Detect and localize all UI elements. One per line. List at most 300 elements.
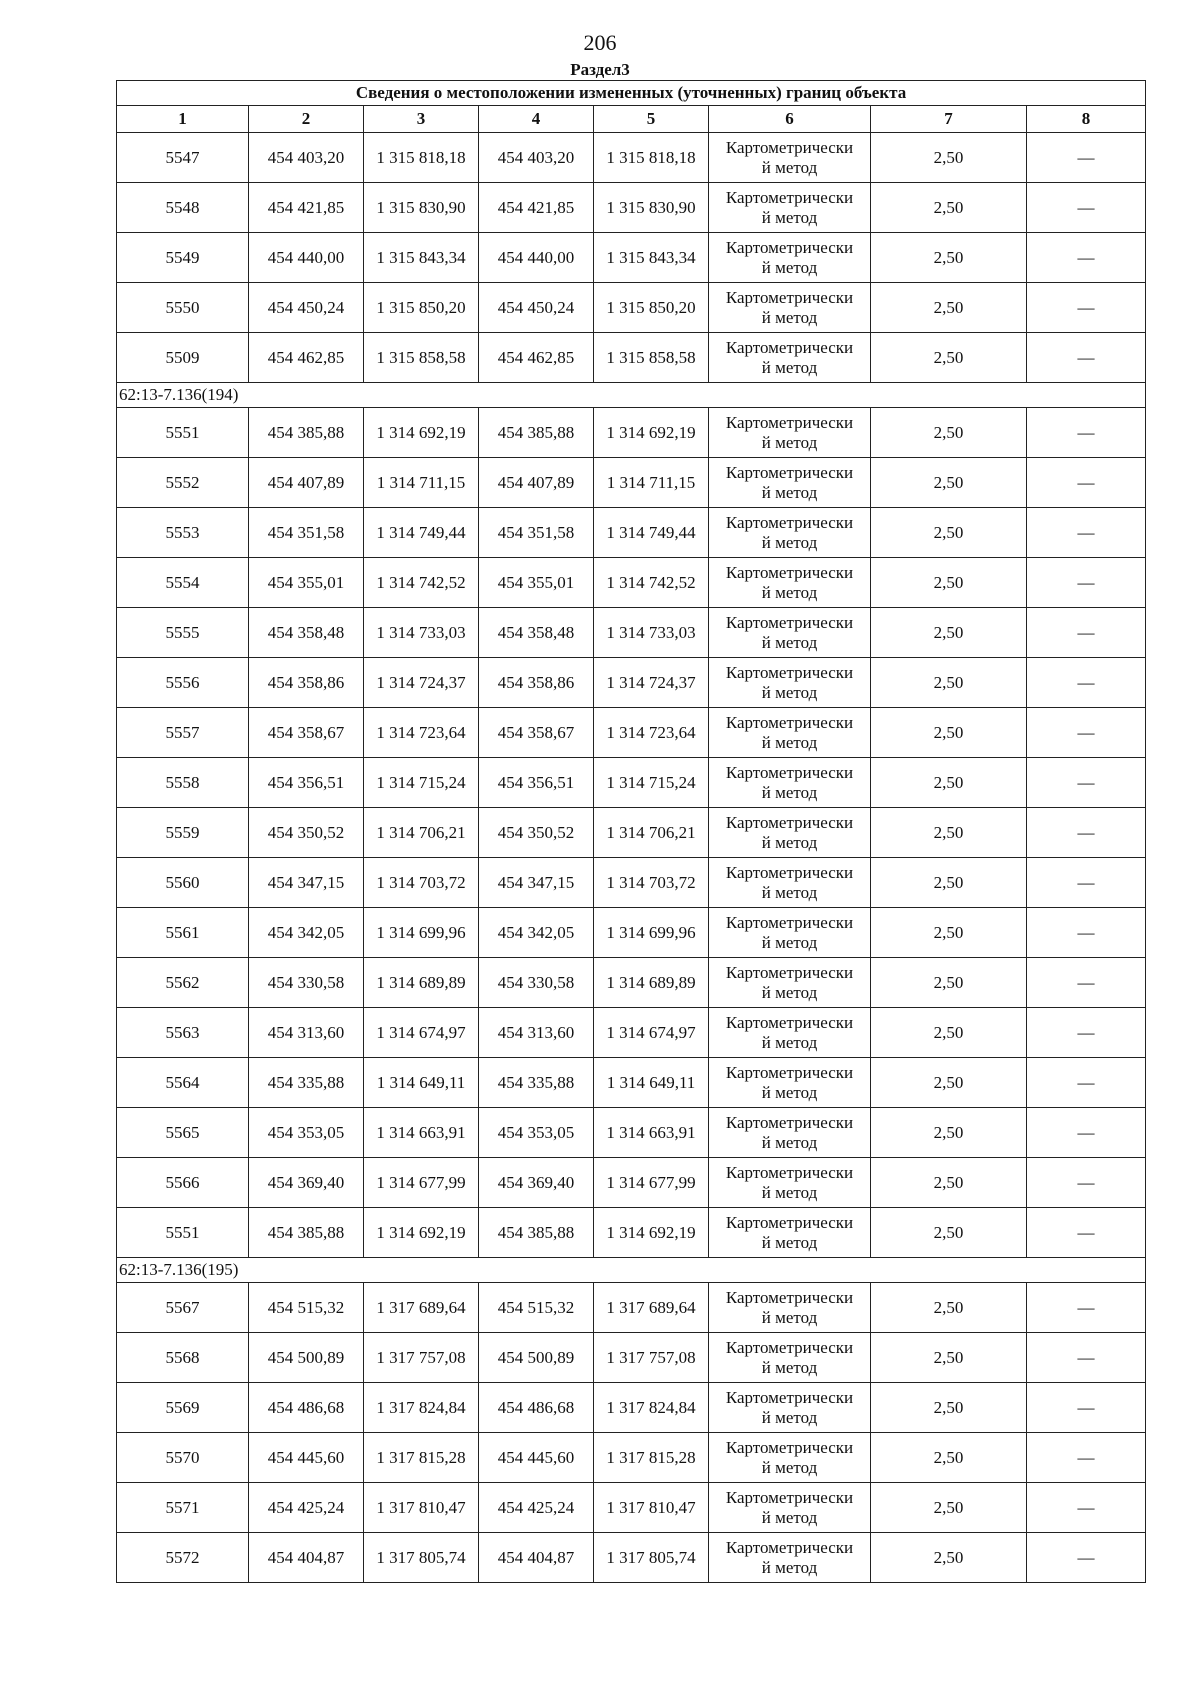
table-row	[117, 458, 1146, 508]
method-text-line2: й метод	[761, 632, 818, 652]
method-text-line2: й метод	[761, 207, 818, 227]
x-new: 454 407,89	[479, 458, 594, 508]
description: —	[1027, 608, 1146, 658]
method-text-line1: Картометрически	[725, 562, 854, 582]
table-row	[117, 708, 1146, 758]
method-text-line1: Картометрически	[725, 912, 854, 932]
y-new: 1 317 689,64	[594, 1283, 709, 1333]
x-old: 454 342,05	[249, 908, 364, 958]
x-new: 454 313,60	[479, 1008, 594, 1058]
x-new: 454 421,85	[479, 183, 594, 233]
y-new: 1 314 724,37	[594, 658, 709, 708]
y-new: 1 314 692,19	[594, 1208, 709, 1258]
point-number: 5567	[117, 1283, 249, 1333]
method-text-line1: Картометрически	[725, 1487, 854, 1507]
description: —	[1027, 708, 1146, 758]
y-new: 1 315 818,18	[594, 133, 709, 183]
method-text-line1: Картометрически	[725, 612, 854, 632]
table-row	[117, 658, 1146, 708]
y-old: 1 317 815,28	[364, 1433, 479, 1483]
point-number: 5565	[117, 1108, 249, 1158]
method-text-line1: Картометрически	[725, 1162, 854, 1182]
method-text-line1: Картометрически	[725, 287, 854, 307]
point-number: 5561	[117, 908, 249, 958]
precision: 2,50	[871, 1208, 1027, 1258]
y-old: 1 314 677,99	[364, 1158, 479, 1208]
description: —	[1027, 1008, 1146, 1058]
x-old: 454 347,15	[249, 858, 364, 908]
precision: 2,50	[871, 1383, 1027, 1433]
method-cell	[709, 1208, 871, 1258]
method-text-line2: й метод	[761, 932, 818, 952]
precision: 2,50	[871, 408, 1027, 458]
precision: 2,50	[871, 1533, 1027, 1583]
table-row	[117, 1533, 1146, 1583]
precision: 2,50	[871, 133, 1027, 183]
x-new: 454 385,88	[479, 1208, 594, 1258]
precision: 2,50	[871, 233, 1027, 283]
description: —	[1027, 233, 1146, 283]
table-row	[117, 1208, 1146, 1258]
method-cell	[709, 1533, 871, 1583]
column-number: 3	[364, 106, 479, 133]
table-row	[117, 1383, 1146, 1433]
column-number: 6	[709, 106, 871, 133]
description: —	[1027, 1058, 1146, 1108]
table-row	[117, 608, 1146, 658]
precision: 2,50	[871, 183, 1027, 233]
precision: 2,50	[871, 758, 1027, 808]
y-new: 1 314 715,24	[594, 758, 709, 808]
method-cell	[709, 1108, 871, 1158]
method-text-line1: Картометрически	[725, 1337, 854, 1357]
x-new: 454 342,05	[479, 908, 594, 958]
column-number: 7	[871, 106, 1027, 133]
x-old: 454 404,87	[249, 1533, 364, 1583]
description: —	[1027, 1108, 1146, 1158]
x-old: 454 351,58	[249, 508, 364, 558]
method-text-line2: й метод	[761, 832, 818, 852]
x-new: 454 425,24	[479, 1483, 594, 1533]
point-number: 5547	[117, 133, 249, 183]
method-text-line1: Картометрически	[725, 1212, 854, 1232]
precision: 2,50	[871, 1283, 1027, 1333]
precision: 2,50	[871, 1433, 1027, 1483]
y-old: 1 314 674,97	[364, 1008, 479, 1058]
method-cell	[709, 1008, 871, 1058]
x-old: 454 385,88	[249, 1208, 364, 1258]
y-new: 1 314 749,44	[594, 508, 709, 558]
y-old: 1 317 757,08	[364, 1333, 479, 1383]
description: —	[1027, 1383, 1146, 1433]
y-old: 1 317 810,47	[364, 1483, 479, 1533]
x-new: 454 358,48	[479, 608, 594, 658]
column-number: 2	[249, 106, 364, 133]
y-old: 1 314 649,11	[364, 1058, 479, 1108]
point-number: 5553	[117, 508, 249, 558]
description: —	[1027, 1533, 1146, 1583]
x-new: 454 404,87	[479, 1533, 594, 1583]
column-number: 1	[117, 106, 249, 133]
method-text-line1: Картометрически	[725, 862, 854, 882]
method-text-line2: й метод	[761, 882, 818, 902]
table-row	[117, 558, 1146, 608]
table-row	[117, 1433, 1146, 1483]
x-old: 454 462,85	[249, 333, 364, 383]
method-cell	[709, 283, 871, 333]
y-new: 1 314 649,11	[594, 1058, 709, 1108]
point-number: 5550	[117, 283, 249, 333]
method-text-line2: й метод	[761, 307, 818, 327]
description: —	[1027, 1208, 1146, 1258]
y-old: 1 315 843,34	[364, 233, 479, 283]
table-caption: Сведения о местоположении измененных (уточненных) границ объекта	[117, 81, 1146, 106]
x-old: 454 407,89	[249, 458, 364, 508]
x-new: 454 385,88	[479, 408, 594, 458]
x-old: 454 313,60	[249, 1008, 364, 1058]
method-text-line2: й метод	[761, 682, 818, 702]
x-new: 454 355,01	[479, 558, 594, 608]
section-title: Раздел3	[570, 60, 630, 79]
method-text-line2: й метод	[761, 257, 818, 277]
method-text-line2: й метод	[761, 1457, 818, 1477]
method-text-line1: Картометрически	[725, 412, 854, 432]
precision: 2,50	[871, 458, 1027, 508]
x-new: 454 403,20	[479, 133, 594, 183]
column-number: 8	[1027, 106, 1146, 133]
method-cell	[709, 1383, 871, 1433]
x-old: 454 440,00	[249, 233, 364, 283]
y-new: 1 314 742,52	[594, 558, 709, 608]
method-cell	[709, 708, 871, 758]
table-row	[117, 1008, 1146, 1058]
x-old: 454 445,60	[249, 1433, 364, 1483]
point-number: 5509	[117, 333, 249, 383]
method-text-line2: й метод	[761, 1557, 818, 1577]
method-text-line2: й метод	[761, 1182, 818, 1202]
y-old: 1 314 733,03	[364, 608, 479, 658]
y-new: 1 314 663,91	[594, 1108, 709, 1158]
method-cell	[709, 858, 871, 908]
column-number-row	[117, 106, 1146, 133]
x-new: 454 369,40	[479, 1158, 594, 1208]
point-number: 5560	[117, 858, 249, 908]
method-text-line1: Картометрически	[725, 962, 854, 982]
precision: 2,50	[871, 1008, 1027, 1058]
y-old: 1 314 715,24	[364, 758, 479, 808]
x-old: 454 358,48	[249, 608, 364, 658]
method-text-line1: Картометрически	[725, 812, 854, 832]
description: —	[1027, 458, 1146, 508]
point-number: 5552	[117, 458, 249, 508]
x-old: 454 355,01	[249, 558, 364, 608]
method-text-line1: Картометрически	[725, 1387, 854, 1407]
y-new: 1 314 703,72	[594, 858, 709, 908]
precision: 2,50	[871, 1158, 1027, 1208]
method-cell	[709, 608, 871, 658]
x-old: 454 486,68	[249, 1383, 364, 1433]
method-cell	[709, 408, 871, 458]
description: —	[1027, 333, 1146, 383]
description: —	[1027, 1283, 1146, 1333]
y-new: 1 315 850,20	[594, 283, 709, 333]
table-row	[117, 183, 1146, 233]
method-cell	[709, 1433, 871, 1483]
description: —	[1027, 858, 1146, 908]
method-cell	[709, 333, 871, 383]
table-row	[117, 1283, 1146, 1333]
description: —	[1027, 283, 1146, 333]
x-old: 454 358,86	[249, 658, 364, 708]
method-text-line2: й метод	[761, 1132, 818, 1152]
x-new: 454 462,85	[479, 333, 594, 383]
method-text-line2: й метод	[761, 357, 818, 377]
x-old: 454 369,40	[249, 1158, 364, 1208]
table-row	[117, 233, 1146, 283]
description: —	[1027, 1483, 1146, 1533]
description: —	[1027, 1158, 1146, 1208]
y-old: 1 315 850,20	[364, 283, 479, 333]
method-cell	[709, 1283, 871, 1333]
precision: 2,50	[871, 908, 1027, 958]
method-text-line1: Картометрически	[725, 762, 854, 782]
x-old: 454 356,51	[249, 758, 364, 808]
x-old: 454 515,32	[249, 1283, 364, 1333]
point-number: 5563	[117, 1008, 249, 1058]
precision: 2,50	[871, 1058, 1027, 1108]
method-text-line2: й метод	[761, 1307, 818, 1327]
page-number: 206	[583, 30, 617, 55]
precision: 2,50	[871, 1483, 1027, 1533]
y-old: 1 314 724,37	[364, 658, 479, 708]
y-old: 1 314 711,15	[364, 458, 479, 508]
table-row	[117, 1158, 1146, 1208]
x-old: 454 385,88	[249, 408, 364, 458]
x-old: 454 450,24	[249, 283, 364, 333]
precision: 2,50	[871, 333, 1027, 383]
point-number: 5569	[117, 1383, 249, 1433]
point-number: 5555	[117, 608, 249, 658]
table-row	[117, 1058, 1146, 1108]
y-new: 1 317 805,74	[594, 1533, 709, 1583]
method-cell	[709, 233, 871, 283]
table-row	[117, 1108, 1146, 1158]
table-row	[117, 1483, 1146, 1533]
method-cell	[709, 458, 871, 508]
x-old: 454 335,88	[249, 1058, 364, 1108]
table-row	[117, 333, 1146, 383]
description: —	[1027, 1433, 1146, 1483]
y-new: 1 317 815,28	[594, 1433, 709, 1483]
x-new: 454 486,68	[479, 1383, 594, 1433]
y-old: 1 314 699,96	[364, 908, 479, 958]
point-number: 5551	[117, 408, 249, 458]
point-number: 5549	[117, 233, 249, 283]
method-cell	[709, 1058, 871, 1108]
method-text-line1: Картометрически	[725, 237, 854, 257]
boundary-coordinates-table	[116, 80, 1146, 1583]
precision: 2,50	[871, 558, 1027, 608]
x-new: 454 450,24	[479, 283, 594, 333]
y-old: 1 314 723,64	[364, 708, 479, 758]
description: —	[1027, 183, 1146, 233]
description: —	[1027, 808, 1146, 858]
group-label-row	[117, 383, 1146, 408]
y-new: 1 315 830,90	[594, 183, 709, 233]
precision: 2,50	[871, 1108, 1027, 1158]
x-new: 454 330,58	[479, 958, 594, 1008]
y-new: 1 314 733,03	[594, 608, 709, 658]
y-old: 1 315 830,90	[364, 183, 479, 233]
table-row	[117, 908, 1146, 958]
y-new: 1 314 692,19	[594, 408, 709, 458]
column-number: 4	[479, 106, 594, 133]
y-new: 1 315 858,58	[594, 333, 709, 383]
x-new: 454 515,32	[479, 1283, 594, 1333]
y-old: 1 314 703,72	[364, 858, 479, 908]
x-old: 454 421,85	[249, 183, 364, 233]
method-text-line2: й метод	[761, 1507, 818, 1527]
description: —	[1027, 758, 1146, 808]
x-new: 454 445,60	[479, 1433, 594, 1483]
method-text-line1: Картометрически	[725, 1012, 854, 1032]
table-row	[117, 1333, 1146, 1383]
y-old: 1 317 824,84	[364, 1383, 479, 1433]
method-text-line2: й метод	[761, 532, 818, 552]
y-old: 1 314 692,19	[364, 1208, 479, 1258]
method-text-line1: Картометрически	[725, 187, 854, 207]
method-text-line2: й метод	[761, 1082, 818, 1102]
x-old: 454 425,24	[249, 1483, 364, 1533]
x-new: 454 358,86	[479, 658, 594, 708]
description: —	[1027, 133, 1146, 183]
method-text-line2: й метод	[761, 782, 818, 802]
method-cell	[709, 133, 871, 183]
y-old: 1 314 742,52	[364, 558, 479, 608]
y-old: 1 317 805,74	[364, 1533, 479, 1583]
y-old: 1 315 858,58	[364, 333, 479, 383]
method-text-line1: Картометрически	[725, 1112, 854, 1132]
precision: 2,50	[871, 283, 1027, 333]
point-number: 5572	[117, 1533, 249, 1583]
precision: 2,50	[871, 808, 1027, 858]
point-number: 5570	[117, 1433, 249, 1483]
y-new: 1 314 699,96	[594, 908, 709, 958]
description: —	[1027, 658, 1146, 708]
point-number: 5557	[117, 708, 249, 758]
y-old: 1 317 689,64	[364, 1283, 479, 1333]
method-cell	[709, 758, 871, 808]
method-text-line1: Картометрически	[725, 1287, 854, 1307]
method-text-line2: й метод	[761, 1232, 818, 1252]
x-new: 454 347,15	[479, 858, 594, 908]
table-row	[117, 808, 1146, 858]
method-text-line2: й метод	[761, 982, 818, 1002]
x-old: 454 403,20	[249, 133, 364, 183]
y-new: 1 314 677,99	[594, 1158, 709, 1208]
point-number: 5562	[117, 958, 249, 1008]
x-old: 454 358,67	[249, 708, 364, 758]
method-text-line2: й метод	[761, 732, 818, 752]
method-text-line1: Картометрически	[725, 137, 854, 157]
table-row	[117, 508, 1146, 558]
y-new: 1 314 706,21	[594, 808, 709, 858]
point-number: 5566	[117, 1158, 249, 1208]
column-number: 5	[594, 106, 709, 133]
method-text-line1: Картометрически	[725, 1537, 854, 1557]
method-text-line2: й метод	[761, 1032, 818, 1052]
method-text-line1: Картометрически	[725, 337, 854, 357]
x-old: 454 350,52	[249, 808, 364, 858]
description: —	[1027, 558, 1146, 608]
y-new: 1 317 757,08	[594, 1333, 709, 1383]
y-old: 1 314 663,91	[364, 1108, 479, 1158]
method-text-line1: Картометрически	[725, 1437, 854, 1457]
method-cell	[709, 1333, 871, 1383]
x-new: 454 358,67	[479, 708, 594, 758]
method-text-line1: Картометрически	[725, 512, 854, 532]
method-cell	[709, 808, 871, 858]
point-number: 5568	[117, 1333, 249, 1383]
table-row	[117, 283, 1146, 333]
method-text-line2: й метод	[761, 582, 818, 602]
method-cell	[709, 558, 871, 608]
table-row	[117, 133, 1146, 183]
table-row	[117, 758, 1146, 808]
point-number: 5571	[117, 1483, 249, 1533]
x-new: 454 351,58	[479, 508, 594, 558]
x-new: 454 440,00	[479, 233, 594, 283]
description: —	[1027, 908, 1146, 958]
point-number: 5556	[117, 658, 249, 708]
description: —	[1027, 958, 1146, 1008]
y-old: 1 315 818,18	[364, 133, 479, 183]
method-cell	[709, 1158, 871, 1208]
x-new: 454 350,52	[479, 808, 594, 858]
precision: 2,50	[871, 958, 1027, 1008]
x-old: 454 330,58	[249, 958, 364, 1008]
method-text-line2: й метод	[761, 482, 818, 502]
method-text-line1: Картометрически	[725, 662, 854, 682]
method-cell	[709, 658, 871, 708]
description: —	[1027, 508, 1146, 558]
method-cell	[709, 508, 871, 558]
description: —	[1027, 1333, 1146, 1383]
point-number: 5548	[117, 183, 249, 233]
group-label-row	[117, 1258, 1146, 1283]
precision: 2,50	[871, 858, 1027, 908]
precision: 2,50	[871, 658, 1027, 708]
y-new: 1 315 843,34	[594, 233, 709, 283]
table-row	[117, 858, 1146, 908]
method-text-line1: Картометрически	[725, 1062, 854, 1082]
group-label: 62:13-7.136(195)	[117, 1258, 1146, 1283]
x-old: 454 500,89	[249, 1333, 364, 1383]
y-new: 1 314 689,89	[594, 958, 709, 1008]
x-new: 454 353,05	[479, 1108, 594, 1158]
precision: 2,50	[871, 508, 1027, 558]
y-new: 1 317 824,84	[594, 1383, 709, 1433]
x-new: 454 335,88	[479, 1058, 594, 1108]
table-row	[117, 408, 1146, 458]
point-number: 5564	[117, 1058, 249, 1108]
method-text-line2: й метод	[761, 157, 818, 177]
method-cell	[709, 958, 871, 1008]
group-label: 62:13-7.136(194)	[117, 383, 1146, 408]
method-text-line2: й метод	[761, 1357, 818, 1377]
method-text-line2: й метод	[761, 432, 818, 452]
method-cell	[709, 1483, 871, 1533]
